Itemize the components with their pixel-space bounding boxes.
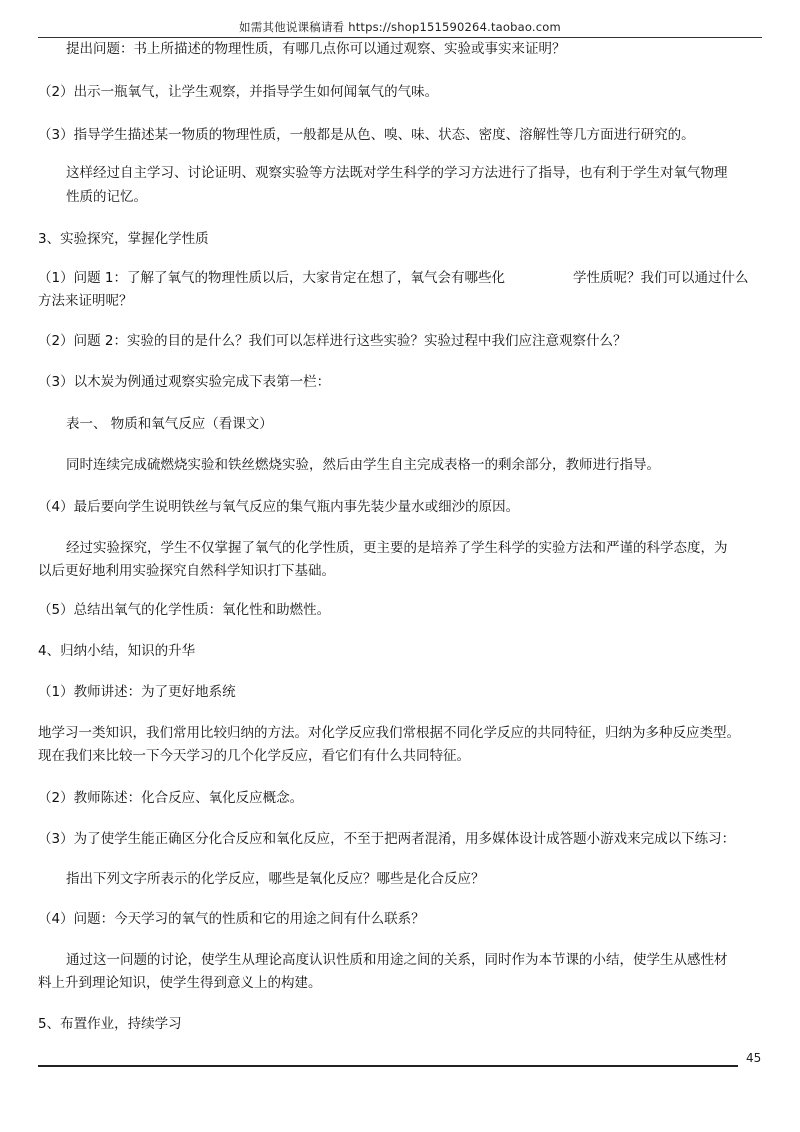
section-heading: 3、实验探究，掌握化学性质 <box>38 231 209 247</box>
paragraph: 经过实验探究，学生不仅掌握了氧气的化学性质，更主要的是培养了学生科学的实验方法和严谨的科学态度，为 <box>66 540 728 556</box>
section-heading: 5、布置作业，持续学习 <box>38 1016 182 1032</box>
paragraph: 以后更好地利用实验探究自然科学知识打下基础。 <box>38 563 335 579</box>
paragraph-part: 学性质呢？我们可以通过什么 <box>572 270 749 286</box>
footer-divider <box>38 1065 738 1067</box>
paragraph: 地学习一类知识，我们常用比较归纳的方法。对化学反应我们常根据不同化学反应的共同特征，归纳为多种反应类型。 <box>38 725 740 741</box>
page-header: 如需其他说课稿请看 https://shop151590264.taobao.com <box>239 20 561 34</box>
paragraph: （2）教师陈述：化合反应、氧化反应概念。 <box>38 790 304 806</box>
page-number: 45 <box>746 1051 762 1065</box>
paragraph: 同时连续完成硫燃烧实验和铁丝燃烧实验，然后由学生自主完成表格一的剩余部分，教师进行指导。 <box>66 457 660 473</box>
paragraph: 提出问题：书上所描述的物理性质，有哪几点你可以通过观察、实验或事实来证明？ <box>66 41 566 57</box>
paragraph: （5）总结出氧气的化学性质：氧化性和助燃性。 <box>38 602 331 618</box>
paragraph: 这样经过自主学习、讨论证明、观察实验等方法既对学生科学的学习方法进行了指导，也有利于学生对氧气物理 <box>66 165 728 181</box>
paragraph: （3）以木炭为例通过观察实验完成下表第一栏： <box>38 374 331 390</box>
paragraph: 料上升到理论知识，使学生得到意义上的构建。 <box>38 975 322 991</box>
table-caption: 表一、 物质和氧气反应（看课文） <box>66 416 273 432</box>
paragraph: 指出下列文字所表示的化学反应，哪些是氧化反应？哪些是化合反应？ <box>66 871 485 887</box>
paragraph: 通过这一问题的讨论，使学生从理论高度认识性质和用途之间的关系，同时作为本节课的小结，使学生从感性材 <box>66 952 728 968</box>
paragraph-part: （1）问题 1：了解了氧气的物理性质以后，大家肯定在想了，氧气会有哪些化 <box>38 270 505 286</box>
paragraph: （2）问题 2：实验的目的是什么？我们可以怎样进行这些实验？实验过程中我们应注意观察什么？ <box>38 333 627 349</box>
paragraph: （2）出示一瓶氧气，让学生观察，并指导学生如何闻氧气的气味。 <box>38 84 439 100</box>
paragraph: （1）教师讲述：为了更好地系统 <box>38 684 236 700</box>
section-heading: 4、归纳小结，知识的升华 <box>38 643 196 659</box>
paragraph: （4）最后要向学生说明铁丝与氧气反应的集气瓶内事先装少量水或细沙的原因。 <box>38 499 520 515</box>
paragraph: 现在我们来比较一下今天学习的几个化学反应，看它们有什么共同特征。 <box>38 748 470 764</box>
paragraph: （3）指导学生描述某一物质的物理性质，一般都是从色、嗅、味、状态、密度、溶解性等几方面进行研究的。 <box>38 127 695 143</box>
paragraph: （3）为了使学生能正确区分化合反应和氧化反应，不至于把两者混淆，用多媒体设计成答题小游戏来完成以下练习： <box>38 831 736 847</box>
paragraph: 性质的记忆。 <box>66 189 147 205</box>
paragraph: （4）问题：今天学习的氧气的性质和它的用途之间有什么联系？ <box>38 911 425 927</box>
paragraph: 方法来证明呢？ <box>38 293 133 309</box>
